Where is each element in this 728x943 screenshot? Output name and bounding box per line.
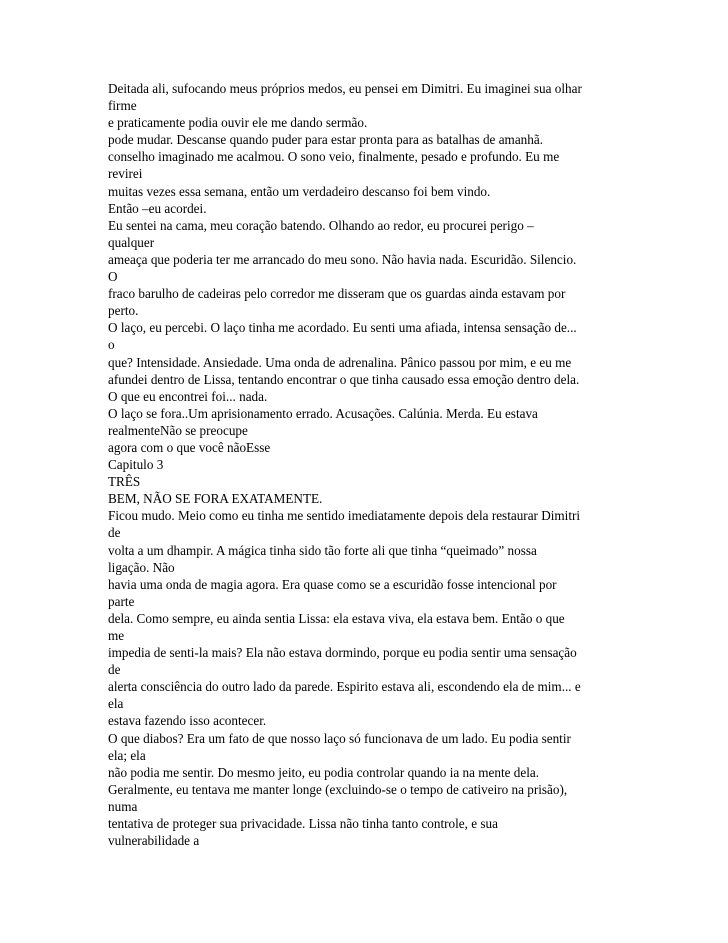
text-line: ligação. Não xyxy=(108,559,175,575)
text-line: perto. xyxy=(108,303,139,319)
text-line: fraco barulho de cadeiras pelo corredor me disseram que os guardas ainda estavam por xyxy=(108,286,566,302)
text-line: que? Intensidade. Ansiedade. Uma onda de adrenalina. Pânico passou por mim, e eu me xyxy=(108,354,572,370)
text-line: de xyxy=(108,525,121,541)
text-line: alerta consciência do outro lado da parede. Espirito estava ali, escondendo ela de mim... e xyxy=(108,679,581,695)
text-line: BEM, NÃO SE FORA EXATAMENTE. xyxy=(108,491,323,507)
text-line: dela. Como sempre, eu ainda sentia Lissa: ela estava viva, ela estava bem. Então o que xyxy=(108,610,565,626)
text-line: e praticamente podia ouvir ele me dando sermão. xyxy=(108,115,368,131)
text-line: numa xyxy=(108,798,138,814)
text-line: estava fazendo isso acontecer. xyxy=(108,713,267,729)
text-line: tentativa de proteger sua privacidade. Lissa não tinha tanto controle, e sua xyxy=(108,816,498,832)
document-page xyxy=(108,80,628,849)
text-line: Capitulo 3 xyxy=(108,457,164,473)
text-line: muitas vezes essa semana, então um verdadeiro descanso foi bem vindo. xyxy=(108,183,491,199)
text-line: me xyxy=(108,628,125,643)
text-line: Geralmente, eu tentava me manter longe (excluindo-se o tempo de cativeiro na prisão), xyxy=(108,781,568,797)
text-line: Ficou mudo. Meio como eu tinha me sentido imediatamente depois dela restaurar Dimitri xyxy=(108,508,581,524)
text-line: Deitada ali, sufocando meus próprios medos, eu pensei em Dimitri. Eu imaginei sua olhar xyxy=(108,81,582,96)
text-line: pode mudar. Descanse quando puder para estar pronta para as batalhas de amanhã. xyxy=(108,132,544,148)
text-line: agora com o que você nãoEsse xyxy=(108,439,271,455)
text-line: O xyxy=(108,269,118,285)
text-line: O laço, eu percebi. O laço tinha me acordado. Eu senti uma afiada, intensa sensação de... xyxy=(108,320,577,336)
text-line: O laço se fora..Um aprisionamento errado. Acusações. Calúnia. Merda. Eu estava xyxy=(108,405,538,421)
text-line: O que eu encontrei foi... nada. xyxy=(108,388,268,404)
text-line: Eu sentei na cama, meu coração batendo. Olhando ao redor, eu procurei perigo – xyxy=(108,217,534,233)
text-line: vulnerabilidade a xyxy=(108,833,200,849)
text-line: ameaça que poderia ter me arrancado do meu sono. Não havia nada. Escuridão. Silencio. xyxy=(108,251,577,267)
text-line: afundei dentro de Lissa, tentando encontrar o que tinha causado essa emoção dentro dela. xyxy=(108,371,580,387)
text-line: havia uma onda de magia agora. Era quase como se a escuridão fosse intencional por xyxy=(108,576,557,592)
text-line: Então –eu acordei. xyxy=(108,200,207,216)
text-line: impedia de senti-la mais? Ela não estava dormindo, porque eu podia sentir uma sensação xyxy=(108,645,577,661)
text-line: realmenteNão se preocupe xyxy=(108,422,248,438)
text-line: ela; ela xyxy=(108,747,146,763)
text-line: revirei xyxy=(108,166,143,182)
text-line: TRÊS xyxy=(108,474,141,490)
text-line: não podia me sentir. Do mesmo jeito, eu podia controlar quando ia na mente dela. xyxy=(108,764,540,780)
text-line: ela xyxy=(108,696,124,712)
text-line: conselho imaginado me acalmou. O sono veio, finalmente, pesado e profundo. Eu me xyxy=(108,149,560,165)
text-line: volta a um dhampir. A mágica tinha sido tão forte ali que tinha “queimado” nossa xyxy=(108,542,537,558)
text-line: de xyxy=(108,662,121,678)
text-line: qualquer xyxy=(108,234,155,250)
text-line: firme xyxy=(108,98,137,114)
text-line: O que diabos? Era um fato de que nosso laço só funcionava de um lado. Eu podia sentir xyxy=(108,730,571,746)
text-line: o xyxy=(108,337,115,353)
text-line: parte xyxy=(108,593,135,609)
